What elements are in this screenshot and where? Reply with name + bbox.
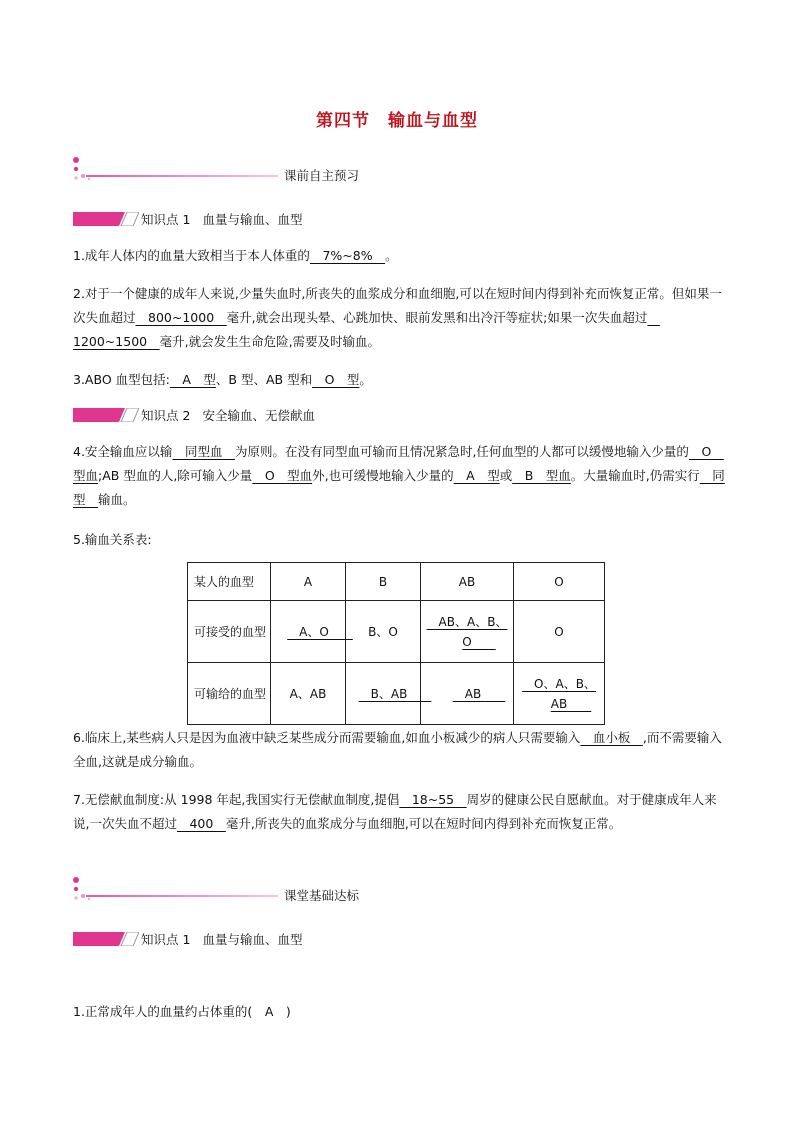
section-label: 课堂基础达标 <box>284 888 360 903</box>
answer-blank: 18~55 <box>399 792 467 807</box>
kp-tag-icon <box>73 212 139 226</box>
exercise-1: 1.正常成年人的血量约占体重的( A ) <box>73 1004 291 1019</box>
kp-number: 知识点 1 <box>141 932 191 947</box>
dots-decoration-icon <box>72 156 94 184</box>
answer-blank: 同型血 <box>172 444 235 459</box>
question-3: 3.ABO 血型包括: A 型、B 型、AB 型和 O 型。 <box>73 372 372 387</box>
answer-choice: A <box>252 1004 286 1019</box>
kp-tag-icon <box>73 932 139 946</box>
section-header-preview <box>72 156 372 186</box>
answer-blank: 7%~8% <box>309 248 386 263</box>
question-7: 7.无偿献血制度:从 1998 年起,我国实行无偿献血制度,提倡 18~55 周岁的健康公民自愿献血。对于健康成年人来说,一次失血不超过 400 毫升,所丧失的血浆成分与血细胞,可以在短时间内得到补充而恢复正常。 <box>73 792 717 831</box>
table-cell: AB、A、B、O <box>421 601 514 663</box>
question-1: 1.成年人体内的血量大致相当于本人体重的 7%~8% 。 <box>73 248 398 263</box>
page-title: 第四节 输血与血型 <box>316 111 478 131</box>
question-5: 5.输血关系表: <box>73 532 152 547</box>
question-6: 6.临床上,某些病人只是因为血液中缺乏某些成分而需要输血,如血小板减少的病人只需要输入 血小板 ,而不需要输入全血,这就是成分输血。 <box>73 730 722 769</box>
table-row <box>188 663 605 725</box>
table-cell: AB <box>421 563 514 601</box>
kp-topic: 血量与输血、血型 <box>202 932 303 947</box>
table-cell: O <box>514 563 605 601</box>
row-header: 某人的血型 <box>188 563 271 601</box>
question-4: 4.安全输血应以输 同型血 为原则。在没有同型血可输而且情况紧急时,任何血型的人都可以缓慢地输入少量的 O 型血;AB 型血的人,除可输入少量 O 型血外,也可缓慢地输入少量的 A 型或 B 型血。大量输血时,仍需实行 同型 输血。 <box>73 444 725 507</box>
answer-blank: O 型血 <box>252 468 313 483</box>
table-row <box>188 601 605 663</box>
table-cell: B、AB <box>346 663 421 725</box>
answer-blank: 血小板 <box>580 730 643 745</box>
question-2: 2.对于一个健康的成年人来说,少量失血时,所丧失的血浆成分和血细胞,可以在短时间内得到补充而恢复正常。但如果一次失血超过 800~1000 毫升,就会出现头晕、心跳加快、眼前发黑和出冷汗等症状;如果一次失血超过 1200~1500 毫升,就会发生生命危险,需要及时输血。 <box>73 286 722 349</box>
answer-blank: A 型 <box>453 468 500 483</box>
section-divider <box>86 175 278 177</box>
table-cell: A、O <box>271 601 346 663</box>
table-cell: A、AB <box>271 663 346 725</box>
row-header: 可输给的血型 <box>188 663 271 725</box>
kp-topic: 血量与输血、血型 <box>202 212 303 227</box>
table-cell: O、A、B、AB <box>514 663 605 725</box>
dots-decoration-icon <box>72 876 94 904</box>
table-cell: O <box>514 601 605 663</box>
table-cell: B、O <box>346 601 421 663</box>
transfusion-table <box>187 562 605 725</box>
answer-blank: 800~1000 <box>135 310 227 325</box>
section-label: 课前自主预习 <box>284 168 360 183</box>
row-header: 可接受的血型 <box>188 601 271 663</box>
table-cell: AB <box>421 663 514 725</box>
kp-number: 知识点 2 <box>141 408 191 423</box>
answer-blank: O 型 <box>312 372 360 387</box>
answer-blank: O 型血 <box>73 444 724 483</box>
answer-blank: B 型血 <box>512 468 571 483</box>
answer-blank: 1200~1500 <box>73 310 660 349</box>
kp-topic: 安全输血、无偿献血 <box>202 408 315 423</box>
answer-blank: 同型 <box>73 468 725 507</box>
table-cell: B <box>346 563 421 601</box>
section-divider <box>86 895 278 897</box>
kp-tag-icon <box>73 408 139 422</box>
section-header-classroom <box>72 876 372 906</box>
table-row <box>188 563 605 601</box>
kp-number: 知识点 1 <box>141 212 191 227</box>
answer-blank: A 型 <box>169 372 216 387</box>
answer-blank: 400 <box>176 816 226 831</box>
table-cell: A <box>271 563 346 601</box>
